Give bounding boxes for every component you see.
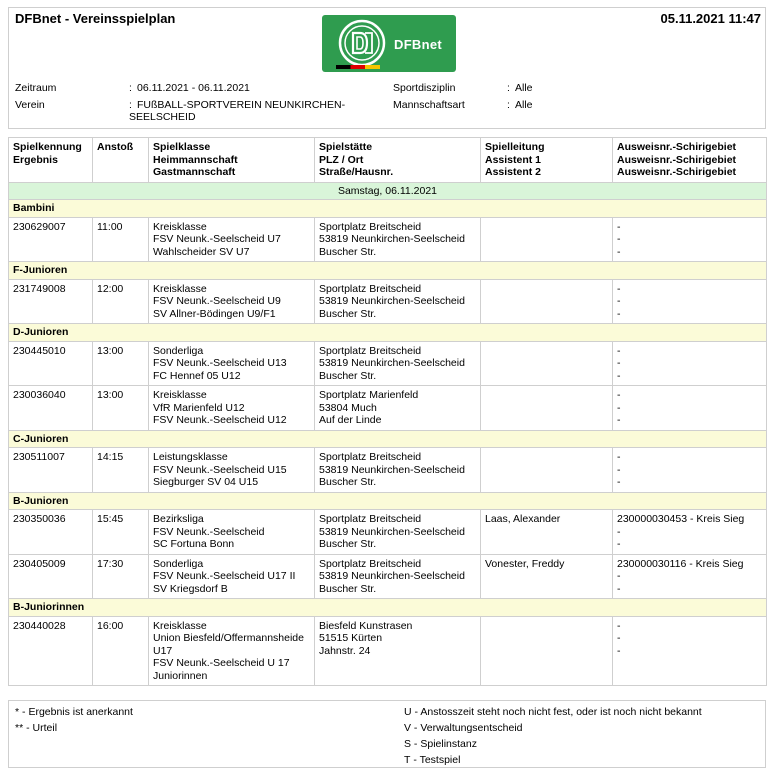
legend-item bbox=[15, 706, 133, 718]
header-line: Straße/Hausnr. bbox=[319, 166, 394, 178]
match-venue-line: Sportplatz Breitscheid bbox=[319, 344, 422, 357]
match-class-teams-line: Sonderliga bbox=[153, 557, 204, 570]
legend-item bbox=[404, 754, 460, 766]
header-spielklasse bbox=[149, 138, 315, 183]
match-venue-line: Biesfeld Kunstrasen bbox=[319, 619, 413, 632]
match-id: 230405009 bbox=[9, 554, 93, 599]
referee-ids-line: - bbox=[617, 295, 621, 307]
match-referees bbox=[481, 279, 613, 324]
group-row bbox=[9, 262, 767, 280]
referee-ids bbox=[613, 510, 767, 555]
kickoff-time: 14:15 bbox=[93, 448, 149, 493]
referee-ids-line: - bbox=[617, 632, 621, 644]
match-venue-line: Sportplatz Breitscheid bbox=[319, 557, 422, 570]
match-venue-line: 51515 Kürten bbox=[319, 632, 383, 644]
match-class-teams-line: Kreisklasse bbox=[153, 619, 207, 632]
header-spielstaette bbox=[315, 138, 481, 183]
zeitraum-colon: : bbox=[129, 82, 132, 94]
header-line: Anstoß bbox=[97, 141, 134, 153]
group-label: D-Junioren bbox=[9, 324, 767, 342]
legend-item bbox=[404, 706, 702, 718]
match-class-teams-line: FSV Neunk.-Seelscheid U7 bbox=[153, 233, 281, 245]
match-class-teams-line: SV Kriegsdorf B bbox=[153, 582, 228, 595]
referee-ids-line: - bbox=[617, 233, 621, 245]
header-line: Heimmannschaft bbox=[153, 153, 238, 166]
match-class-teams-line: FSV Neunk.-Seelscheid U13 bbox=[153, 357, 287, 369]
referee-ids-line: - bbox=[617, 644, 621, 657]
header-line: Assistent 2 bbox=[485, 166, 542, 178]
mannschaftsart-value: Alle bbox=[515, 99, 533, 111]
match-class-teams bbox=[149, 554, 315, 599]
match-referees-line bbox=[485, 357, 608, 370]
match-referees-line bbox=[485, 295, 608, 308]
match-referees-line bbox=[485, 345, 608, 358]
match-id: 230511007 bbox=[9, 448, 93, 493]
group-row bbox=[9, 599, 767, 617]
legend-key: S bbox=[404, 738, 412, 750]
match-row bbox=[9, 616, 767, 686]
match-referees-line bbox=[485, 476, 608, 489]
mannschaftsart-label: Mannschaftsart bbox=[393, 99, 465, 111]
match-referees-line bbox=[485, 451, 608, 464]
match-class-teams-line: Sonderliga bbox=[153, 344, 204, 357]
referee-ids-line: - bbox=[617, 476, 621, 488]
match-referees bbox=[481, 217, 613, 262]
match-venue-line: 53819 Neunkirchen-Seelscheid bbox=[319, 295, 465, 307]
kickoff-time: 15:45 bbox=[93, 510, 149, 555]
match-class-teams-line: FSV Neunk.-Seelscheid U9 bbox=[153, 295, 281, 307]
match-venue bbox=[315, 386, 481, 431]
legend-separator: - bbox=[410, 754, 420, 766]
referee-ids-line: - bbox=[617, 282, 621, 295]
match-class-teams bbox=[149, 341, 315, 386]
match-venue-line: Sportplatz Breitscheid bbox=[319, 282, 422, 295]
match-referees-line bbox=[485, 526, 608, 539]
match-referees bbox=[481, 616, 613, 686]
match-referees-line bbox=[485, 570, 608, 583]
match-id: 230445010 bbox=[9, 341, 93, 386]
match-referees-line bbox=[485, 308, 608, 321]
zeitraum-value: 06.11.2021 - 06.11.2021 bbox=[137, 82, 250, 94]
referee-ids bbox=[613, 448, 767, 493]
match-id: 230629007 bbox=[9, 217, 93, 262]
match-class-teams-line: Bezirksliga bbox=[153, 513, 204, 525]
match-venue-line: Sportplatz Breitscheid bbox=[319, 451, 422, 463]
legend-text: Testspiel bbox=[419, 754, 461, 766]
legend-separator: - bbox=[411, 722, 421, 734]
match-class-teams-line: SV Allner-Bödingen U9/F1 bbox=[153, 307, 276, 320]
verein-value-line2: SEELSCHEID bbox=[129, 111, 196, 123]
match-venue bbox=[315, 616, 481, 686]
match-venue bbox=[315, 448, 481, 493]
match-referees-line bbox=[485, 414, 608, 427]
header-line: Ausweisnr.-Schirigebiet bbox=[617, 141, 737, 153]
legend-key: V bbox=[404, 722, 412, 734]
verein-value-line1: FUßBALL-SPORTVEREIN NEUNKIRCHEN- bbox=[137, 99, 346, 111]
referee-ids-line: - bbox=[617, 245, 621, 258]
dfb-emblem-icon bbox=[338, 19, 386, 67]
match-referees-line bbox=[485, 402, 608, 415]
legend-key: ** bbox=[15, 722, 24, 734]
referee-ids bbox=[613, 217, 767, 262]
kickoff-time: 13:00 bbox=[93, 386, 149, 431]
match-class-teams bbox=[149, 386, 315, 431]
match-venue-line: Buscher Str. bbox=[319, 369, 377, 382]
match-venue-line: 53804 Much bbox=[319, 401, 377, 414]
mannschaftsart-colon: : bbox=[507, 99, 510, 111]
match-class-teams bbox=[149, 279, 315, 324]
match-class-teams bbox=[149, 510, 315, 555]
header-line: Spielklasse bbox=[153, 141, 211, 153]
referee-ids-line: - bbox=[617, 570, 621, 582]
match-venue-line: Buscher Str. bbox=[319, 582, 377, 595]
referee-ids-line: - bbox=[617, 525, 621, 538]
legend-item bbox=[404, 722, 523, 734]
match-class-teams-line: FSV Neunk.-Seelscheid U17 II bbox=[153, 570, 296, 582]
match-venue-line: Buscher Str. bbox=[319, 245, 377, 258]
referee-ids-line: - bbox=[617, 451, 621, 463]
match-referees-line bbox=[485, 233, 608, 246]
match-referees-line bbox=[485, 464, 608, 477]
match-referees bbox=[481, 386, 613, 431]
match-class-teams bbox=[149, 217, 315, 262]
group-label: B-Juniorinnen bbox=[9, 599, 767, 617]
header-spielleitung bbox=[481, 138, 613, 183]
match-referees-line bbox=[485, 370, 608, 383]
referee-ids bbox=[613, 279, 767, 324]
match-venue bbox=[315, 341, 481, 386]
match-venue-line: 53819 Neunkirchen-Seelscheid bbox=[319, 570, 465, 582]
match-referees-line bbox=[485, 620, 608, 633]
legend-item bbox=[15, 722, 57, 734]
legend-separator: - bbox=[19, 706, 29, 718]
legend-text: Ergebnis ist anerkannt bbox=[28, 706, 133, 718]
header-ausweisnr bbox=[613, 138, 767, 183]
referee-ids bbox=[613, 386, 767, 431]
header-line: Spielkennung bbox=[13, 141, 82, 153]
group-row bbox=[9, 324, 767, 342]
group-row bbox=[9, 492, 767, 510]
match-referees-line bbox=[485, 538, 608, 551]
group-label: F-Junioren bbox=[9, 262, 767, 280]
table-header-row bbox=[9, 138, 767, 183]
match-class-teams-line: Kreisklasse bbox=[153, 282, 207, 295]
schedule-table bbox=[8, 137, 767, 686]
match-row bbox=[9, 217, 767, 262]
match-venue bbox=[315, 510, 481, 555]
referee-ids-line: - bbox=[617, 344, 621, 357]
referee-ids-line: - bbox=[617, 619, 621, 632]
match-id: 230350036 bbox=[9, 510, 93, 555]
match-id: 230036040 bbox=[9, 386, 93, 431]
group-row bbox=[9, 430, 767, 448]
referee-ids-line: - bbox=[617, 357, 621, 369]
header-anstoss bbox=[93, 138, 149, 183]
match-venue-line: Sportplatz Breitscheid bbox=[319, 220, 422, 233]
sportdisziplin-value: Alle bbox=[515, 82, 533, 94]
match-referees bbox=[481, 448, 613, 493]
zeitraum-label: Zeitraum bbox=[15, 82, 57, 94]
match-class-teams-line: SC Fortuna Bonn bbox=[153, 538, 235, 550]
legend-box bbox=[8, 700, 766, 768]
match-referees-line bbox=[485, 583, 608, 596]
header-spielkennung bbox=[9, 138, 93, 183]
match-class-teams-line: Kreisklasse bbox=[153, 220, 207, 233]
match-class-teams-line: FSV Neunk.-Seelscheid U 17 Juniorinnen bbox=[153, 657, 290, 682]
group-label: Bambini bbox=[9, 200, 767, 218]
match-referees bbox=[481, 554, 613, 599]
match-row bbox=[9, 554, 767, 599]
group-label: B-Junioren bbox=[9, 492, 767, 510]
header-line: Gastmannschaft bbox=[153, 166, 236, 178]
referee-ids-line: - bbox=[617, 414, 621, 426]
match-referees-line: Laas, Alexander bbox=[485, 513, 561, 525]
match-class-teams-line: FSV Neunk.-Seelscheid U12 bbox=[153, 414, 287, 426]
group-label: C-Junioren bbox=[9, 430, 767, 448]
legend-text: Verwaltungsentscheid bbox=[420, 722, 523, 734]
kickoff-time: 12:00 bbox=[93, 279, 149, 324]
match-referees-line bbox=[485, 645, 608, 658]
match-referees bbox=[481, 341, 613, 386]
page-title: DFBnet - Vereinsspielplan bbox=[15, 11, 176, 26]
group-row bbox=[9, 200, 767, 218]
sportdisziplin-label: Sportdisziplin bbox=[393, 82, 456, 94]
match-venue-line: Jahnstr. 24 bbox=[319, 644, 371, 657]
referee-ids-line: - bbox=[617, 401, 621, 414]
match-referees-line bbox=[485, 246, 608, 259]
match-row bbox=[9, 341, 767, 386]
legend-separator: - bbox=[411, 738, 421, 750]
logo-text: DFBnet bbox=[394, 37, 443, 52]
match-referees-line bbox=[485, 283, 608, 296]
header-line: Ausweisnr.-Schirigebiet bbox=[617, 153, 737, 166]
match-venue-line: Buscher Str. bbox=[319, 307, 377, 320]
referee-ids-line: - bbox=[617, 389, 621, 401]
referee-ids-line: 230000030453 - Kreis Sieg bbox=[617, 513, 745, 525]
header-line: Assistent 1 bbox=[485, 153, 542, 166]
dfbnet-logo bbox=[322, 15, 456, 72]
match-row bbox=[9, 386, 767, 431]
referee-ids-line: - bbox=[617, 369, 621, 382]
match-class-teams-line: Wahlscheider SV U7 bbox=[153, 245, 250, 258]
day-label: Samstag, 06.11.2021 bbox=[9, 182, 767, 200]
verein-label: Verein bbox=[15, 99, 45, 111]
referee-ids-line: - bbox=[617, 220, 621, 233]
referee-ids bbox=[613, 341, 767, 386]
match-venue-line: 53819 Neunkirchen-Seelscheid bbox=[319, 525, 465, 538]
match-referees-line bbox=[485, 389, 608, 402]
match-venue-line: Buscher Str. bbox=[319, 538, 377, 550]
referee-ids-line: - bbox=[617, 307, 621, 320]
kickoff-time: 17:30 bbox=[93, 554, 149, 599]
match-referees-line bbox=[485, 221, 608, 234]
match-class-teams-line: Kreisklasse bbox=[153, 389, 207, 401]
flag-stripe bbox=[336, 65, 380, 69]
referee-ids-line: 230000030116 - Kreis Sieg bbox=[617, 557, 744, 570]
match-row bbox=[9, 279, 767, 324]
match-class-teams-line: Union Biesfeld/Offermannsheide U17 bbox=[153, 632, 304, 657]
verein-colon: : bbox=[129, 99, 132, 111]
legend-key: * bbox=[15, 706, 20, 718]
header-line: Ausweisnr.-Schirigebiet bbox=[617, 166, 737, 178]
legend-item bbox=[404, 738, 477, 750]
legend-separator: - bbox=[411, 706, 421, 718]
legend-text: Anstosszeit steht noch nicht fest, oder ist noch nicht bekannt bbox=[420, 706, 702, 718]
match-class-teams-line: FSV Neunk.-Seelscheid bbox=[153, 525, 265, 538]
match-venue bbox=[315, 554, 481, 599]
referee-ids-line: - bbox=[617, 463, 621, 476]
match-class-teams-line: FC Hennef 05 U12 bbox=[153, 369, 241, 382]
match-row bbox=[9, 448, 767, 493]
match-class-teams-line: Leistungsklasse bbox=[153, 451, 228, 463]
referee-ids bbox=[613, 616, 767, 686]
kickoff-time: 11:00 bbox=[93, 217, 149, 262]
header-line: Ergebnis bbox=[13, 153, 58, 166]
match-id: 230440028 bbox=[9, 616, 93, 686]
match-venue bbox=[315, 279, 481, 324]
legend-text: Spielinstanz bbox=[420, 738, 477, 750]
match-class-teams-line: VfR Marienfeld U12 bbox=[153, 401, 245, 414]
match-venue-line: Sportplatz Breitscheid bbox=[319, 513, 422, 525]
header-line: Spielleitung bbox=[485, 141, 545, 153]
match-class-teams bbox=[149, 448, 315, 493]
match-class-teams-line: Siegburger SV 04 U15 bbox=[153, 476, 259, 488]
match-class-teams-line: FSV Neunk.-Seelscheid U15 bbox=[153, 463, 287, 476]
referee-ids-line: - bbox=[617, 538, 621, 550]
match-venue-line: Buscher Str. bbox=[319, 476, 377, 488]
match-class-teams bbox=[149, 616, 315, 686]
header-box bbox=[8, 7, 766, 129]
match-venue-line: 53819 Neunkirchen-Seelscheid bbox=[319, 463, 465, 476]
match-venue bbox=[315, 217, 481, 262]
legend-text: Urteil bbox=[32, 722, 58, 734]
kickoff-time: 16:00 bbox=[93, 616, 149, 686]
match-row bbox=[9, 510, 767, 555]
match-referees bbox=[481, 510, 613, 555]
legend-separator: - bbox=[23, 722, 33, 734]
match-venue-line: 53819 Neunkirchen-Seelscheid bbox=[319, 233, 465, 245]
sportdisziplin-colon: : bbox=[507, 82, 510, 94]
legend-key: U bbox=[404, 706, 412, 718]
referee-ids bbox=[613, 554, 767, 599]
match-venue-line: 53819 Neunkirchen-Seelscheid bbox=[319, 357, 465, 369]
match-venue-line: Auf der Linde bbox=[319, 414, 382, 426]
header-line: PLZ / Ort bbox=[319, 153, 364, 166]
match-referees-line bbox=[485, 632, 608, 645]
legend-key: T bbox=[404, 754, 411, 766]
match-venue-line: Sportplatz Marienfeld bbox=[319, 389, 419, 401]
day-row bbox=[9, 182, 767, 200]
match-id: 231749008 bbox=[9, 279, 93, 324]
referee-ids-line: - bbox=[617, 582, 621, 595]
print-datetime: 05.11.2021 11:47 bbox=[660, 11, 761, 26]
kickoff-time: 13:00 bbox=[93, 341, 149, 386]
header-line: Spielstätte bbox=[319, 141, 373, 153]
match-referees-line: Vonester, Freddy bbox=[485, 557, 565, 570]
